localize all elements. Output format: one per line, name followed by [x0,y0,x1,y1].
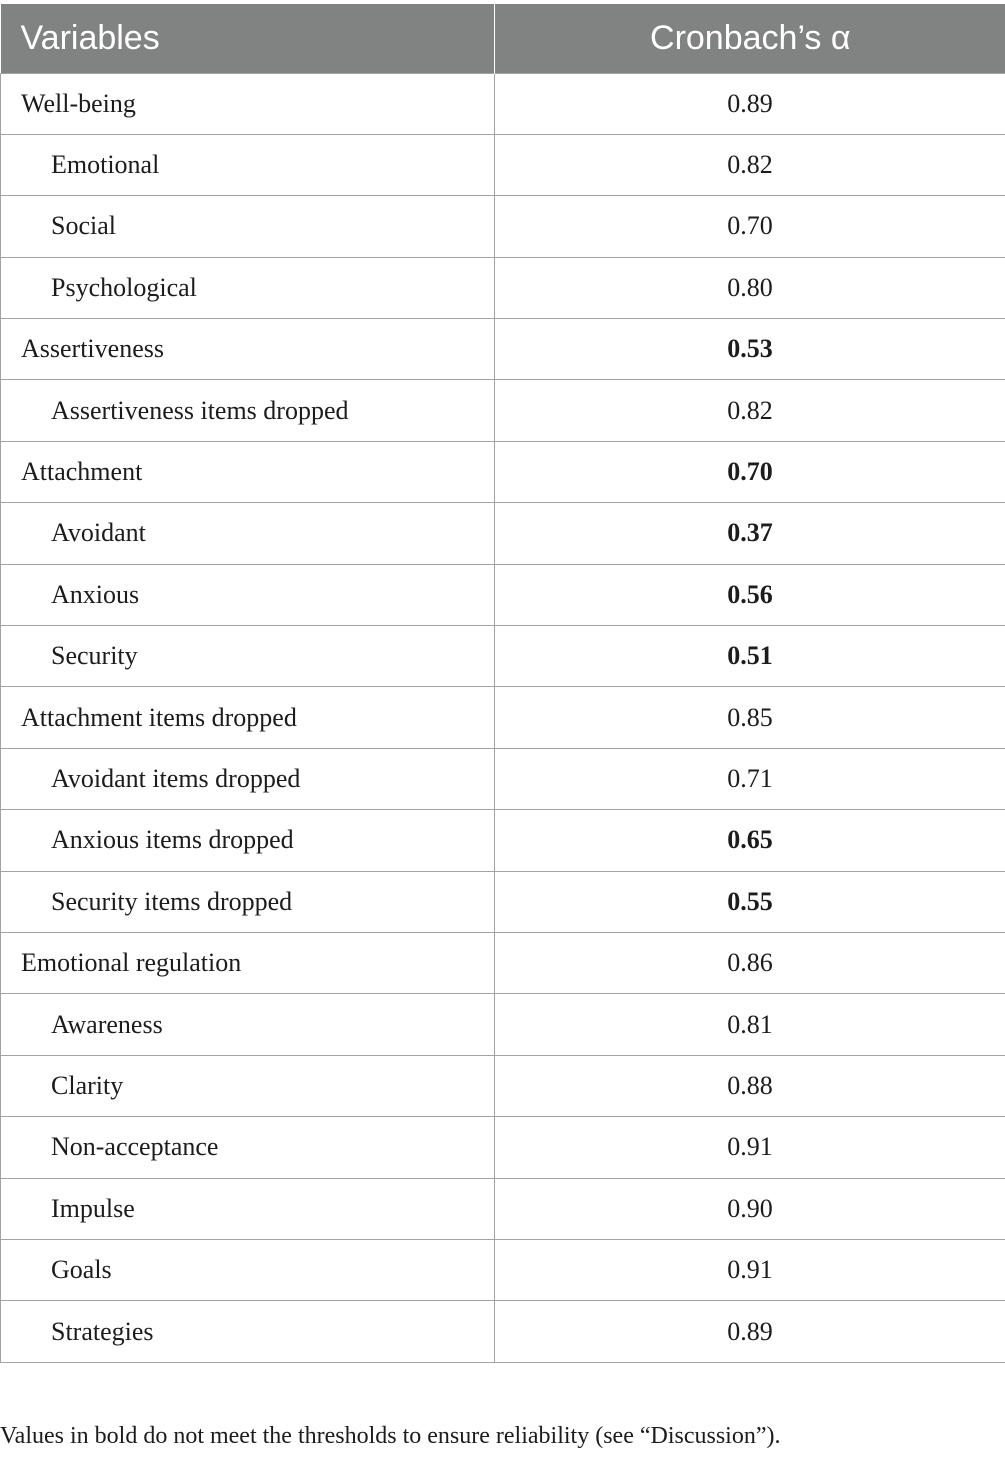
variable-cell: Anxious [1,564,495,625]
header-cronbach-alpha: Cronbach’s α [495,4,1005,73]
variable-cell: Non-acceptance [1,1117,495,1178]
table-row [1,257,1005,318]
alpha-cell: 0.82 [495,134,1005,195]
variable-cell: Clarity [1,1055,495,1116]
alpha-cell: 0.80 [495,257,1005,318]
alpha-cell: 0.51 [495,626,1005,687]
alpha-cell: 0.70 [495,441,1005,502]
alpha-cell: 0.81 [495,994,1005,1055]
variable-cell: Security [1,626,495,687]
table-body [1,73,1005,1362]
variable-cell: Security items dropped [1,871,495,932]
header-row [1,4,1005,73]
variable-cell: Strategies [1,1301,495,1362]
table-row [1,1239,1005,1300]
variable-cell: Attachment items dropped [1,687,495,748]
variable-cell: Well-being [1,73,495,134]
table-row [1,932,1005,993]
variable-cell: Goals [1,1239,495,1300]
alpha-cell: 0.53 [495,319,1005,380]
table-row [1,380,1005,441]
alpha-cell: 0.88 [495,1055,1005,1116]
alpha-cell: 0.89 [495,1301,1005,1362]
alpha-cell: 0.55 [495,871,1005,932]
alpha-cell: 0.90 [495,1178,1005,1239]
variable-cell: Avoidant [1,503,495,564]
variable-cell: Social [1,196,495,257]
table-row [1,871,1005,932]
table-row [1,994,1005,1055]
table-footnote: Values in bold do not meet the thresholds to ensure reliability (see “Discussion”). [0,1423,781,1449]
alpha-cell: 0.71 [495,748,1005,809]
table-row [1,810,1005,871]
variable-cell: Emotional regulation [1,932,495,993]
variable-cell: Assertiveness items dropped [1,380,495,441]
header-variables: Variables [1,4,495,73]
table-row [1,564,1005,625]
variable-cell: Psychological [1,257,495,318]
alpha-cell: 0.85 [495,687,1005,748]
alpha-cell: 0.56 [495,564,1005,625]
table-row [1,1178,1005,1239]
alpha-cell: 0.70 [495,196,1005,257]
variable-cell: Impulse [1,1178,495,1239]
alpha-cell: 0.91 [495,1239,1005,1300]
table-header [1,4,1005,73]
table-row [1,1117,1005,1178]
table-row [1,687,1005,748]
table-row [1,1055,1005,1116]
alpha-cell: 0.91 [495,1117,1005,1178]
table-row [1,134,1005,195]
alpha-cell: 0.65 [495,810,1005,871]
table-row [1,626,1005,687]
table-row [1,319,1005,380]
table-row [1,73,1005,134]
alpha-cell: 0.89 [495,73,1005,134]
table-row [1,1301,1005,1362]
variable-cell: Assertiveness [1,319,495,380]
reliability-table [0,4,1005,1363]
variable-cell: Attachment [1,441,495,502]
table-row [1,196,1005,257]
alpha-cell: 0.82 [495,380,1005,441]
table-row [1,503,1005,564]
variable-cell: Avoidant items dropped [1,748,495,809]
alpha-cell: 0.86 [495,932,1005,993]
variable-cell: Anxious items dropped [1,810,495,871]
variable-cell: Emotional [1,134,495,195]
table-row [1,748,1005,809]
alpha-cell: 0.37 [495,503,1005,564]
variable-cell: Awareness [1,994,495,1055]
table-row [1,441,1005,502]
